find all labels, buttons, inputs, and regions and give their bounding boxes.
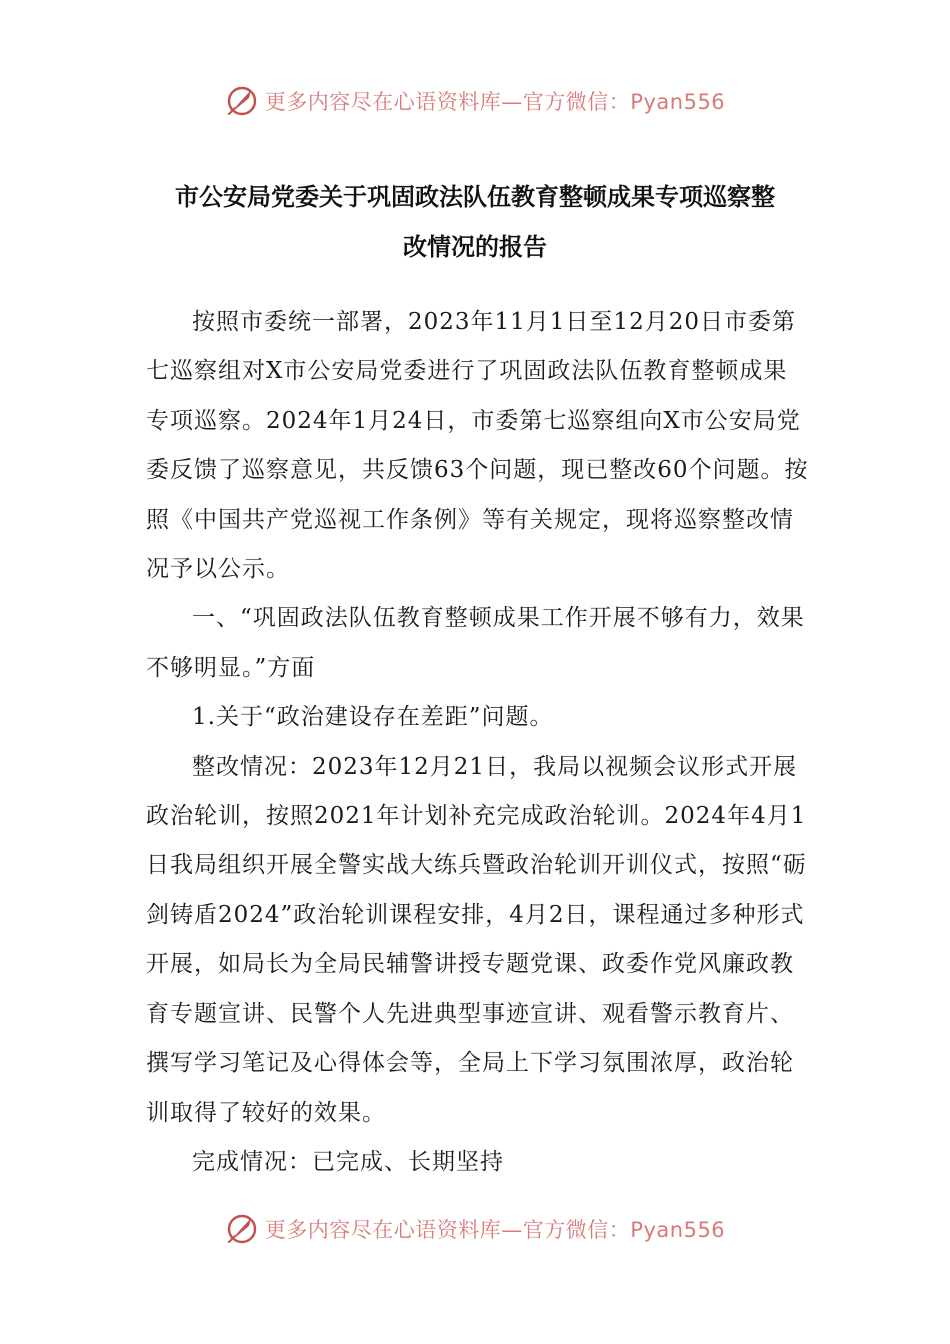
watermark-text: 更多内容尽在心语资料库—官方微信：Pyan556	[264, 1218, 726, 1242]
rectification-paragraph: 整改情况：2023年12月21日，我局以视频会议形式开展政治轮训，按照2021年计划补充完成政治轮训。2024年4月1日我局组织开展全警实战大练兵暨政治轮训开训仪式，按照“砺剑铸盾2024”政治轮训课程安排，4月2日，课程通过多种形式开展，如局长为全局民辅警讲授专题党课、政委作党风廉政教育专题宣讲、民警个人先进典型事迹宣讲、观看警示教育片、撰写学习笔记及心得体会等，全局上下学习氛围浓厚，政治轮训取得了较好的效果。	[146, 753, 807, 1126]
header-watermark	[0, 84, 950, 118]
intro-paragraph: 按照市委统一部署，2023年11月1日至12月20日市委第七巡察组对X市公安局党委进行了巩固政法队伍教育整顿成果专项巡察。2024年1月24日，市委第七巡察组向X市公安局党委反馈了巡察意见，共反馈63个问题，现已整改60个问题。按照《中国共产党巡视工作条例》等有关规定，现将巡察整改情况予以公示。	[146, 309, 809, 583]
document-title	[120, 172, 830, 272]
title-line-2: 改情况的报告	[403, 233, 547, 261]
document-body	[146, 298, 810, 1187]
title-line-1: 市公安局党委关于巩固政法队伍教育整顿成果专项巡察整	[175, 183, 775, 211]
quill-logo-icon	[225, 1212, 259, 1246]
footer-watermark	[0, 1212, 950, 1246]
issue-heading-1: 1.关于“政治建设存在差距”问题。	[192, 704, 554, 731]
quill-logo-icon	[225, 84, 259, 118]
section-heading-1: 一、“巩固政法队伍教育整顿成果工作开展不够有力，效果不够明显。”方面	[146, 605, 805, 681]
watermark-text: 更多内容尽在心语资料库—官方微信：Pyan556	[264, 90, 726, 114]
completion-status: 完成情况：已完成、长期坚持	[192, 1148, 504, 1175]
